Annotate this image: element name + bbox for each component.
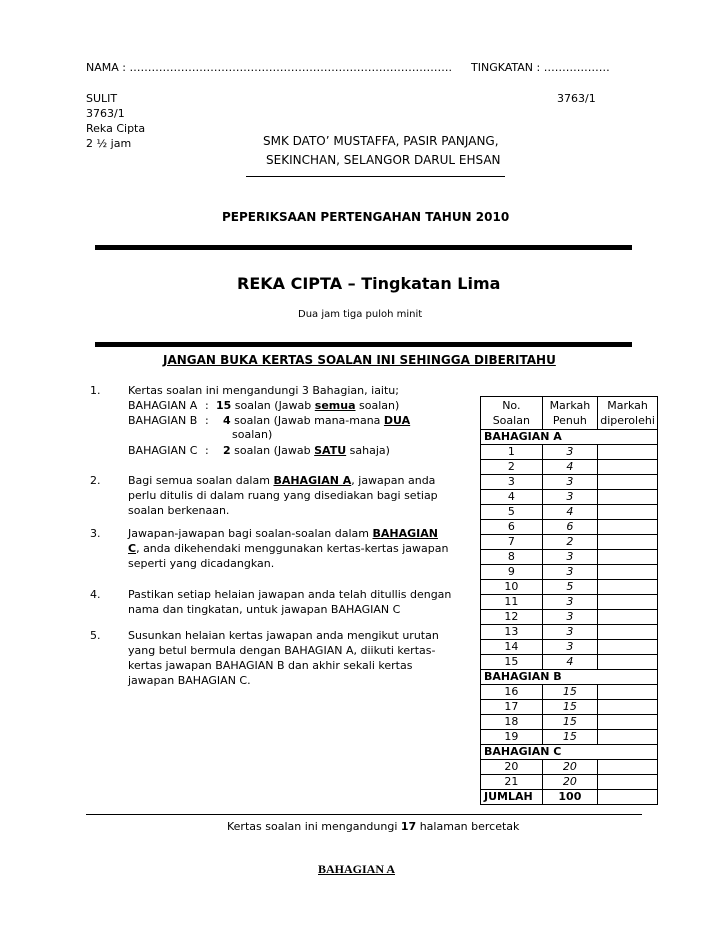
section-c-count: 2	[223, 444, 231, 457]
obtained-marks-cell[interactable]	[598, 685, 658, 700]
full-marks: 2	[542, 535, 597, 550]
table-header-row	[481, 414, 658, 430]
section-keyword: BAHAGIAN A	[273, 474, 352, 487]
obtained-marks-cell[interactable]	[598, 460, 658, 475]
obtained-marks-cell[interactable]	[598, 580, 658, 595]
section-keyword: C	[128, 542, 137, 555]
name-field: NAMA : …………………………………………………………………………….	[86, 61, 452, 74]
obtained-marks-cell[interactable]	[598, 655, 658, 670]
full-marks: 3	[542, 610, 597, 625]
obtained-marks-cell[interactable]	[598, 565, 658, 580]
text-fragment: Bagi semua soalan dalam	[128, 474, 274, 487]
obtained-marks-cell[interactable]	[598, 640, 658, 655]
section-b-label: BAHAGIAN B	[128, 414, 198, 427]
text-fragment: soalan (Jawab	[230, 444, 315, 457]
instruction-number: 3.	[90, 527, 101, 540]
full-marks: 3	[542, 625, 597, 640]
instruction-3	[90, 526, 470, 572]
table-row	[481, 625, 658, 640]
question-number: 15	[481, 655, 543, 670]
table-row	[481, 595, 658, 610]
obtained-marks-cell[interactable]	[598, 475, 658, 490]
full-marks: 4	[542, 655, 597, 670]
full-marks: 15	[542, 700, 597, 715]
instruction-text: yang betul bermula dengan BAHAGIAN A, diikuti kertas-	[128, 644, 436, 657]
header-cell: Markah	[598, 397, 658, 415]
page-count-note	[227, 820, 519, 833]
table-row	[481, 505, 658, 520]
subject-title: REKA CIPTA – Tingkatan Lima	[237, 274, 501, 293]
full-marks: 3	[542, 445, 597, 460]
total-value: 100	[542, 790, 597, 805]
question-number: 21	[481, 775, 543, 790]
instruction-text: jawapan BAHAGIAN C.	[128, 674, 251, 687]
table-row	[481, 610, 658, 625]
exam-duration-short: 2 ½ jam	[86, 137, 132, 150]
table-row	[481, 550, 658, 565]
question-number: 20	[481, 760, 543, 775]
instruction-2	[90, 473, 470, 519]
question-number: 16	[481, 685, 543, 700]
table-row	[481, 715, 658, 730]
full-marks: 3	[542, 490, 597, 505]
section-a-label: BAHAGIAN A	[128, 399, 198, 412]
section-label: BAHAGIAN C	[481, 745, 658, 760]
section-c-info	[128, 443, 468, 458]
obtained-marks-cell[interactable]	[598, 595, 658, 610]
thick-rule-top	[95, 245, 632, 250]
header-cell: Penuh	[542, 414, 597, 430]
section-b-count: 4	[223, 414, 231, 427]
full-marks: 3	[542, 475, 597, 490]
section-c-label: BAHAGIAN C	[128, 444, 198, 457]
instruction-number: 1.	[90, 384, 101, 397]
section-b-keyword: DUA	[383, 414, 411, 427]
text-fragment: Jawapan-jawapan bagi soalan-soalan dalam	[128, 527, 373, 540]
school-name-line2: SEKINCHAN, SELANGOR DARUL EHSAN	[266, 153, 501, 167]
instruction-text: kertas jawapan BAHAGIAN B dan akhir sekali kertas	[128, 659, 413, 672]
question-number: 2	[481, 460, 543, 475]
confidential-label: SULIT	[86, 92, 118, 105]
section-b-info	[128, 413, 468, 428]
obtained-marks-cell[interactable]	[598, 505, 658, 520]
full-marks: 3	[542, 565, 597, 580]
full-marks: 15	[542, 715, 597, 730]
obtained-marks-cell[interactable]	[598, 775, 658, 790]
instruction-text: Susunkan helaian kertas jawapan anda mengikut urutan	[128, 629, 439, 642]
form-field: TINGKATAN : ………………	[471, 61, 610, 74]
table-row	[481, 490, 658, 505]
header-cell: Markah	[542, 397, 597, 415]
paper-code-right: 3763/1	[557, 92, 596, 105]
table-row	[481, 685, 658, 700]
table-row	[481, 700, 658, 715]
duration: Dua jam tiga puloh minit	[298, 309, 423, 320]
text-fragment: soalan (Jawab	[231, 399, 315, 412]
instruction-5	[90, 628, 470, 689]
instruction-text	[128, 541, 448, 557]
instruction-number: 2.	[90, 474, 101, 487]
marks-table-body	[481, 430, 658, 790]
table-row	[481, 475, 658, 490]
total-row	[481, 790, 658, 805]
table-row	[481, 535, 658, 550]
section-b-detail-cont: soalan)	[232, 428, 273, 441]
obtained-marks-cell[interactable]	[598, 760, 658, 775]
text-fragment: soalan (Jawab mana-mana	[230, 414, 384, 427]
question-number: 3	[481, 475, 543, 490]
table-row	[481, 655, 658, 670]
colon: :	[205, 414, 209, 427]
section-a-detail	[216, 398, 399, 414]
text-fragment: , jawapan anda	[351, 474, 436, 487]
table-row	[481, 580, 658, 595]
question-number: 17	[481, 700, 543, 715]
header-cell: No.	[481, 397, 543, 415]
table-row	[481, 520, 658, 535]
instruction-text: soalan berkenaan.	[128, 504, 230, 517]
section-c-detail	[223, 443, 390, 459]
instruction-text	[128, 473, 435, 489]
instruction-number: 5.	[90, 629, 101, 642]
question-number: 18	[481, 715, 543, 730]
colon: :	[205, 399, 209, 412]
question-number: 5	[481, 505, 543, 520]
full-marks: 3	[542, 640, 597, 655]
instruction-text: Pastikan setiap helaian jawapan anda telah ditullis dengan	[128, 588, 452, 601]
instruction-text: seperti yang dicadangkan.	[128, 557, 275, 570]
instruction-text: nama dan tingkatan, untuk jawapan BAHAGIAN C	[128, 603, 401, 616]
full-marks: 15	[542, 730, 597, 745]
text-fragment: halaman bercetak	[416, 820, 520, 833]
text-fragment: , anda dikehendaki menggunakan kertas-kertas jawapan	[136, 542, 449, 555]
text-fragment: sahaja)	[346, 444, 390, 457]
obtained-marks-cell[interactable]	[598, 730, 658, 745]
question-number: 14	[481, 640, 543, 655]
section-row	[481, 670, 658, 685]
obtained-marks-cell[interactable]	[598, 445, 658, 460]
section-a-count: 15	[216, 399, 232, 412]
question-number: 9	[481, 565, 543, 580]
section-label: BAHAGIAN B	[481, 670, 658, 685]
instruction-text: Kertas soalan ini mengandungi 3 Bahagian, iaitu;	[128, 384, 399, 397]
table-row	[481, 445, 658, 460]
obtained-marks-cell[interactable]	[598, 550, 658, 565]
obtained-marks-cell[interactable]	[598, 715, 658, 730]
section-c-keyword: SATU	[314, 444, 347, 457]
subject-code-name: Reka Cipta	[86, 122, 146, 135]
total-obtained-cell[interactable]	[598, 790, 658, 805]
full-marks: 4	[542, 505, 597, 520]
section-b-detail	[223, 413, 410, 429]
section-label: BAHAGIAN A	[481, 430, 658, 445]
obtained-marks-cell[interactable]	[598, 625, 658, 640]
full-marks: 3	[542, 550, 597, 565]
full-marks: 15	[542, 685, 597, 700]
question-number: 12	[481, 610, 543, 625]
page-count: 17	[400, 820, 417, 833]
question-number: 11	[481, 595, 543, 610]
question-number: 8	[481, 550, 543, 565]
full-marks: 6	[542, 520, 597, 535]
instruction-number: 4.	[90, 588, 101, 601]
full-marks: 4	[542, 460, 597, 475]
table-row	[481, 565, 658, 580]
header-cell: Soalan	[481, 414, 543, 430]
section-keyword: BAHAGIAN	[372, 527, 438, 540]
next-section-heading: BAHAGIAN A	[318, 862, 396, 876]
obtained-marks-cell[interactable]	[598, 520, 658, 535]
colon: :	[205, 444, 209, 457]
question-number: 13	[481, 625, 543, 640]
thick-rule-bottom	[95, 342, 632, 347]
table-row	[481, 730, 658, 745]
table-row	[481, 460, 658, 475]
full-marks: 20	[542, 775, 597, 790]
text-fragment: soalan)	[355, 399, 400, 412]
full-marks: 3	[542, 595, 597, 610]
obtained-marks-cell[interactable]	[598, 610, 658, 625]
question-number: 7	[481, 535, 543, 550]
instruction-4	[90, 587, 470, 618]
marks-table	[480, 396, 658, 805]
table-row	[481, 640, 658, 655]
text-fragment: Kertas soalan ini mengandungi	[227, 820, 401, 833]
obtained-marks-cell[interactable]	[598, 700, 658, 715]
instruction-text: perlu ditulis di dalam ruang yang disediakan bagi setiap	[128, 489, 438, 502]
question-number: 4	[481, 490, 543, 505]
header-cell: diperolehi	[598, 414, 658, 430]
section-row	[481, 745, 658, 760]
question-number: 10	[481, 580, 543, 595]
full-marks: 5	[542, 580, 597, 595]
instruction-1	[90, 383, 470, 398]
table-header-row	[481, 397, 658, 415]
instruction-text	[128, 526, 438, 542]
section-a-keyword: semua	[314, 399, 356, 412]
table-row	[481, 760, 658, 775]
full-marks: 20	[542, 760, 597, 775]
school-underline	[246, 176, 505, 177]
school-name-line1: SMK DATO’ MUSTAFFA, PASIR PANJANG,	[263, 134, 499, 148]
table-row	[481, 775, 658, 790]
obtained-marks-cell[interactable]	[598, 535, 658, 550]
footer-rule	[86, 814, 642, 815]
section-a-info	[128, 398, 468, 413]
question-number: 6	[481, 520, 543, 535]
warning-text: JANGAN BUKA KERTAS SOALAN INI SEHINGGA DIBERITAHU	[163, 353, 556, 367]
question-number: 19	[481, 730, 543, 745]
section-row	[481, 430, 658, 445]
exam-title: PEPERIKSAAN PERTENGAHAN TAHUN 2010	[222, 210, 510, 224]
obtained-marks-cell[interactable]	[598, 490, 658, 505]
question-number: 1	[481, 445, 543, 460]
paper-code: 3763/1	[86, 107, 125, 120]
total-label: JUMLAH	[481, 790, 543, 805]
